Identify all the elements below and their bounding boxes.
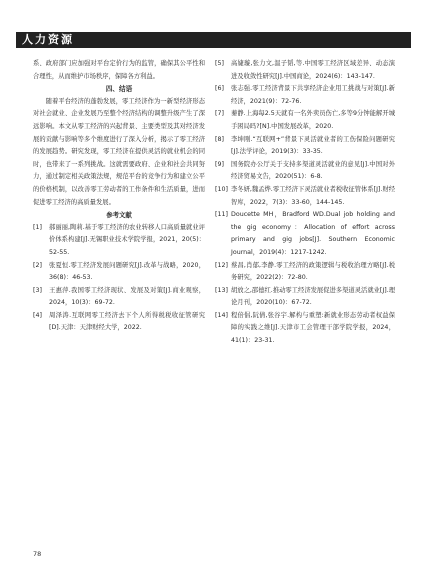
conclusion-paragraph: 随着平台经济的蓬勃发展，零工经济作为一新型经济形态对社会就业、企业发展乃至整个经济结构的调整升级产生了深远影响。本文从零工经济的兴起背景、主要类型及其对经济发展的贡献与影响等多个维度进行了深入分析，揭示了零工经济的发展趋势。研究发现，零工经济在提供灵活的就业机会的同时，也带来了一系列挑战。这就需要政府、企业和社会共同努力，通过制定相关政策法规，规范平台的竞争行为和建立公平的价格机制，以改善零工劳动者的工作条件和生活质量，进而促进零工经济的高质量发展。 <box>33 97 205 206</box>
reference-item <box>33 260 205 285</box>
reference-text: 张夏恒.零工经济发展问题研究[J].改革与战略，2020，36(8)：46-53. <box>49 261 205 282</box>
reference-item <box>33 222 205 260</box>
page-number: 78 <box>33 550 42 558</box>
reference-text: 蔡昌,肖郁,李静.零工经济的政策逻辑与税收治理方略[J].税务研究，2022(2)：72-80. <box>231 261 395 282</box>
conclusion-heading: 四、结语 <box>105 85 133 94</box>
reference-item <box>215 310 395 348</box>
reference-text: 李冬妍,魏孟烨.零工经济下灵活就业者税收征管体系[J].财经智库，2022，7(3)：33-60，144-145. <box>231 185 395 206</box>
reference-text: 王惠萍.我国零工经济现状、发展及对策[J].商业观察，2024，10(3)：69-72. <box>49 286 205 307</box>
reference-text: Doucette MH，Bradford WD.Dual job holding and the gig economy：Allocation of effort across primary and gig jobs[J]. Southern Economic Journal，2019(4)：1217-1242. <box>231 211 395 256</box>
reference-number: [14] <box>215 311 228 319</box>
reference-item <box>215 184 395 209</box>
reference-item <box>33 285 205 310</box>
references-list-left <box>33 222 205 335</box>
references-heading: 参考文献 <box>106 211 132 220</box>
reference-number: [3] <box>33 286 42 294</box>
reference-number: [6] <box>215 85 224 93</box>
reference-number: [1] <box>33 223 42 231</box>
reference-number: [4] <box>33 311 42 319</box>
reference-text: 国务院办公厅关于支持多渠道灵活就业的意见[J].中国对外经济贸易文告，2020(51)：6-8. <box>231 160 395 181</box>
section-header-bar <box>16 32 411 48</box>
reference-item <box>215 159 395 184</box>
reference-text: 蓁静.上海每2.5天就有一名外卖员伤亡,多等9分钟能解开城手困局吗?[N].中国发展改革，2020. <box>231 110 395 130</box>
reference-number: [11] <box>215 211 228 219</box>
reference-item <box>215 260 395 285</box>
reference-number: [2] <box>33 261 42 269</box>
reference-item <box>215 83 395 108</box>
reference-number: [7] <box>215 110 224 118</box>
reference-item <box>215 285 395 310</box>
reference-number: [12] <box>215 261 228 269</box>
reference-item <box>215 58 395 83</box>
reference-number: [5] <box>215 60 224 67</box>
reference-text: 高婕璇,张力文,温子韬,等.中国零工经济区域差异、动态演进及收敛性研究[J].中国商论，2024(6)：143-147. <box>231 60 395 80</box>
reference-number: [9] <box>215 160 224 168</box>
reference-item <box>215 108 395 133</box>
reference-text: 程倍倡,阮倩,张谷宇.解构与重塑:新就业形态劳动者权益保障的实践之维[J].天津市工会管理干部学院学报，2024，41(1)：23-31. <box>231 311 395 345</box>
reference-text: 张志强.零工经济背景下共享经济企业用工挑战与对策[J].新经济，2021(9)：72-76. <box>231 85 395 105</box>
reference-item <box>215 209 395 259</box>
right-column <box>215 58 395 348</box>
continued-paragraph: 系、政府部门应加强对平台定价行为的监管，确保其公平性和合理性，从而维护市场秩序，保障各方利益。 <box>33 60 205 80</box>
references-list-right <box>215 58 395 348</box>
reference-item <box>33 310 205 335</box>
reference-text: 周泽涛.互联网零工经济去下个人所得税税收征管研究[D].天津：天津财经大学，2022. <box>49 311 205 332</box>
reference-number: [10] <box>215 185 228 193</box>
reference-number: [8] <box>215 135 224 143</box>
reference-text: 郝丽丽,陶莉.基于零工经济的农业转移人口高质量就业评价体系构建[J].无锡职业技术学院学报，2021，20(5)：52-55. <box>49 223 205 256</box>
reference-item <box>215 134 395 159</box>
reference-text: 胡放之,邵德红.推动零工经济发展促进多渠道灵活就业[J].理论月刊，2020(10)：67-72. <box>231 286 395 307</box>
left-column <box>33 58 205 335</box>
reference-number: [13] <box>215 286 228 294</box>
reference-text: 李坤刚.“互联网+”背景下灵活就业者的工伤保险问题研究[J].法学评论，2019(3)：33-35. <box>231 135 395 156</box>
section-header-title: 人力资源 <box>22 33 74 46</box>
